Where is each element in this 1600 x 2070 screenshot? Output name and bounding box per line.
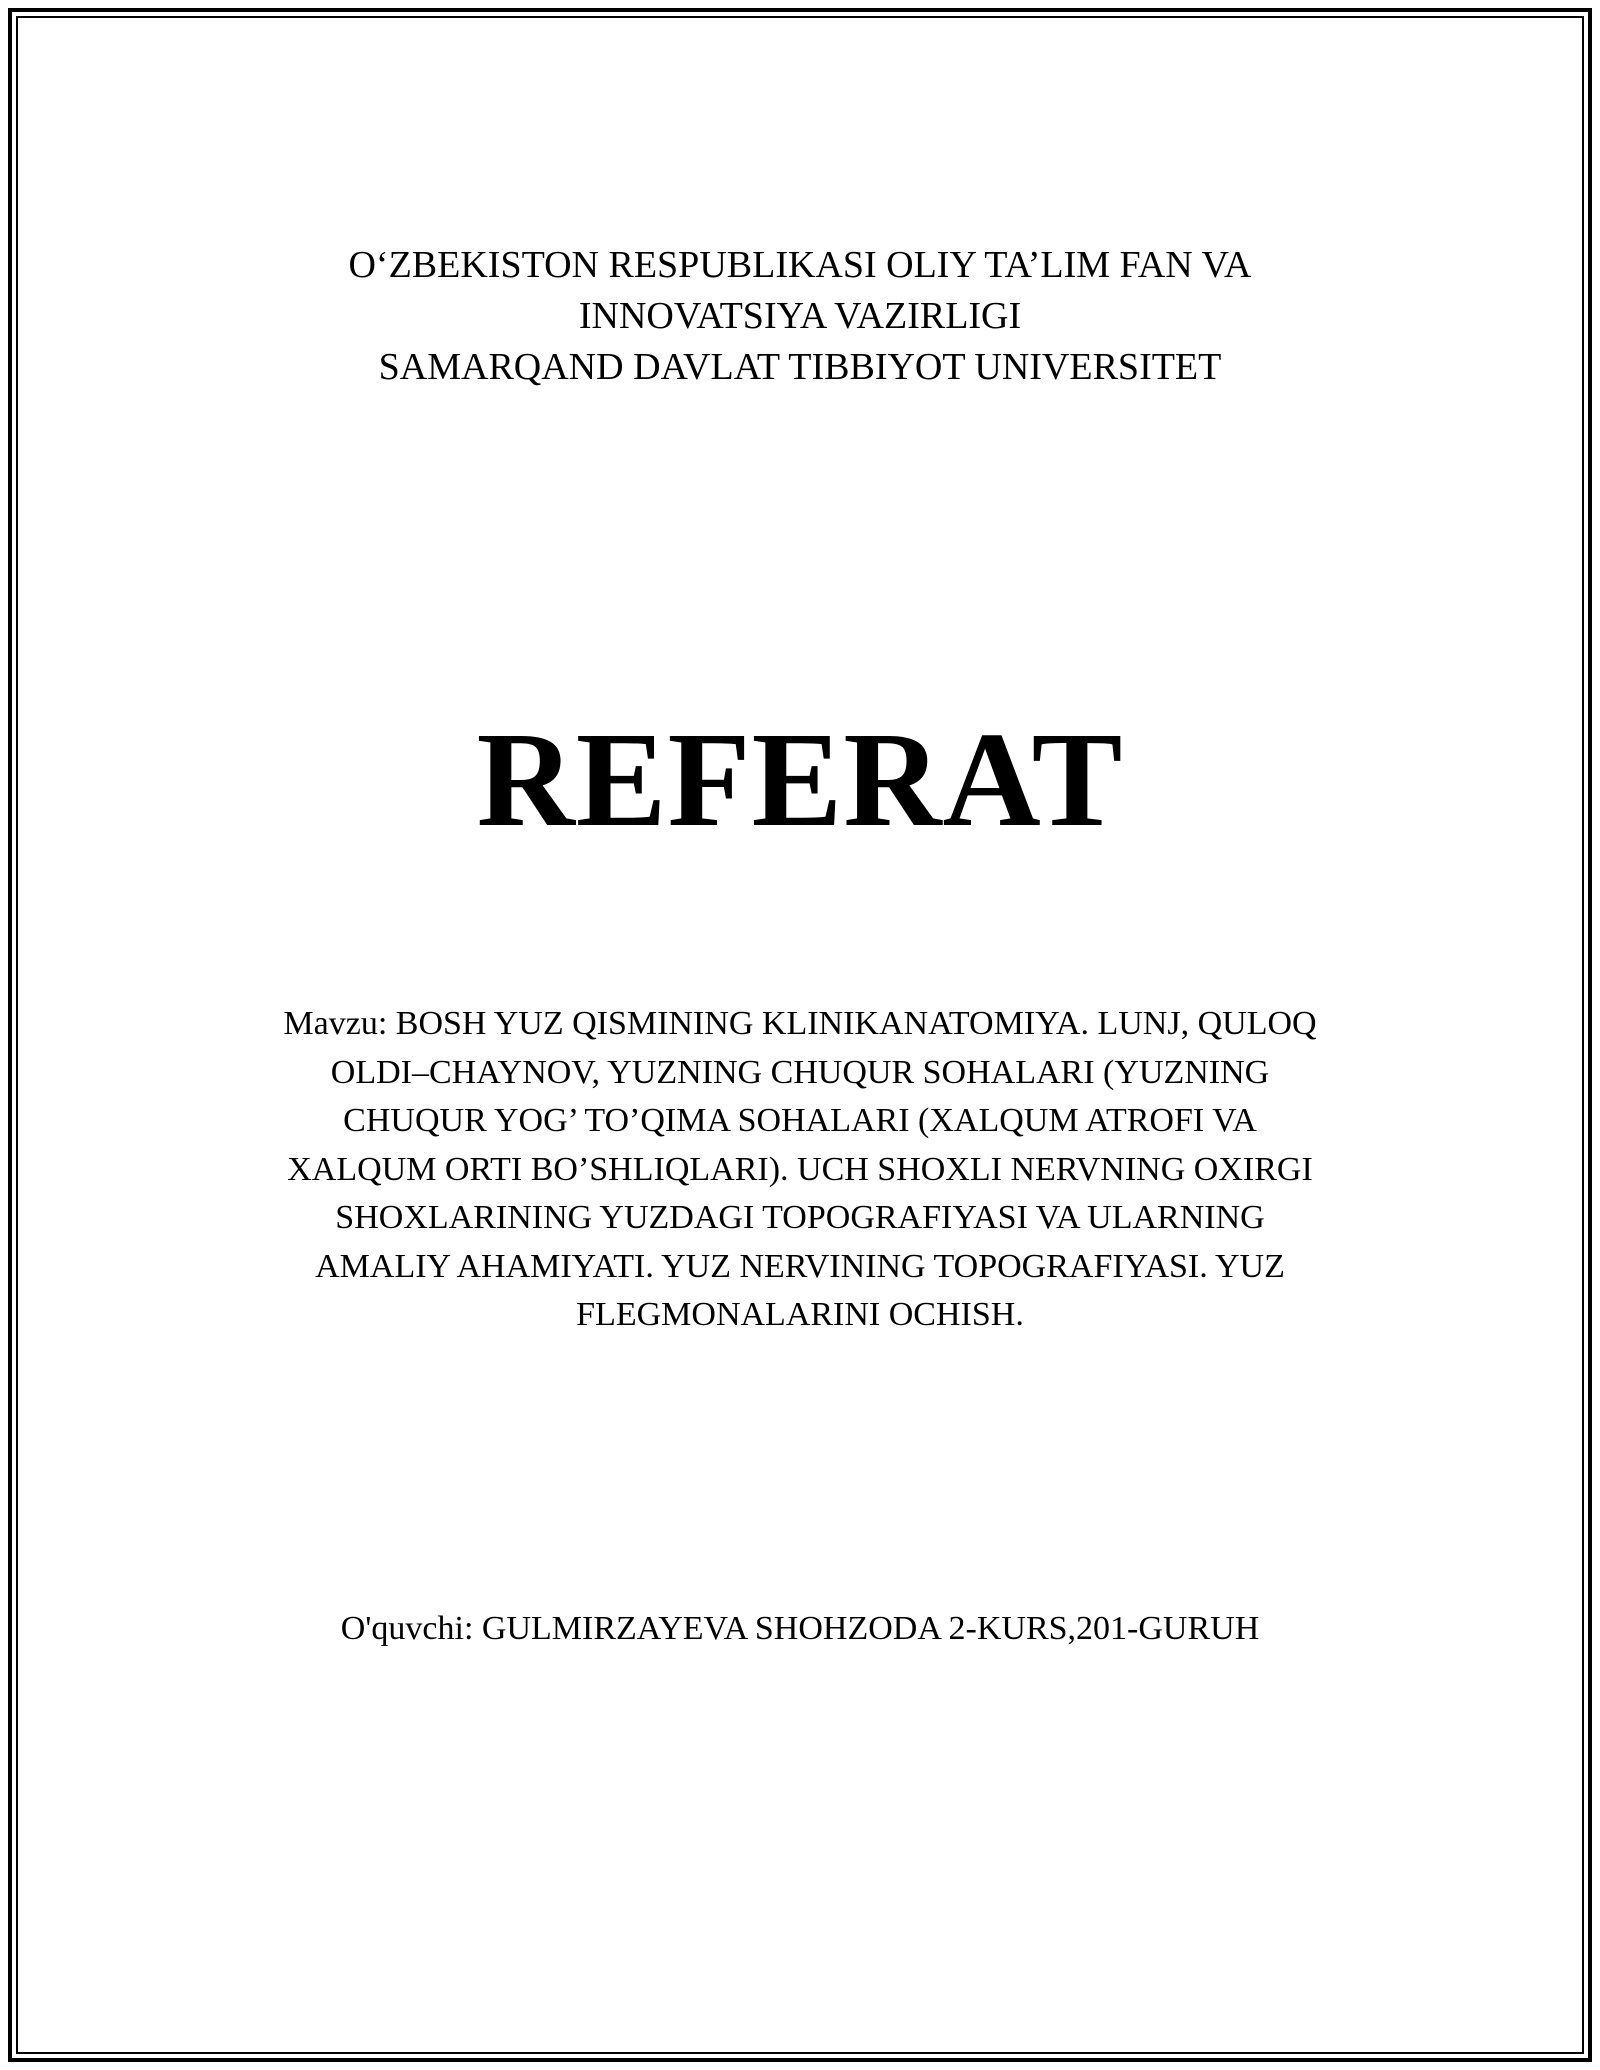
student-info: O'quvchi: GULMIRZAYEVA SHOHZODA 2-KURS,201-GURUH: [340, 1610, 1260, 1647]
header-line-ministry-cont: INNOVATSIYA VAZIRLIGI: [578, 295, 1022, 337]
topic-line: AMALIY AHAMIYATI. YUZ NERVINING TOPOGRAFIYASI. YUZ: [315, 1247, 1285, 1285]
topic-line: XALQUM ORTI BO’SHLIQLARI). UCH SHOXLI NERVNING OXIRGI: [287, 1150, 1313, 1188]
document-title: REFERAT: [476, 705, 1124, 855]
topic-line: SHOXLARINING YUZDAGI TOPOGRAFIYASI VA ULARNING: [335, 1199, 1265, 1236]
topic-line: CHUQUR YOG’ TO’QIMA SOHALARI (XALQUM ATROFI VA: [343, 1102, 1257, 1139]
header-line-ministry: O‘ZBEKISTON RESPUBLIKASI OLIY TA’LIM FAN VA: [348, 244, 1252, 286]
institution-header: [0, 240, 1600, 393]
topic-block: [0, 1000, 1600, 1340]
topic-line: OLDI–CHAYNOV, YUZNING CHUQUR SOHALARI (YUZNING: [330, 1053, 1270, 1091]
topic-line: Mavzu: BOSH YUZ QISMINING KLINIKANATOMIYA. LUNJ, QULOQ: [283, 1005, 1317, 1042]
header-line-university: SAMARQAND DAVLAT TIBBIYOT UNIVERSITET: [378, 346, 1222, 388]
topic-line: FLEGMONALARINI OCHISH.: [576, 1296, 1024, 1333]
